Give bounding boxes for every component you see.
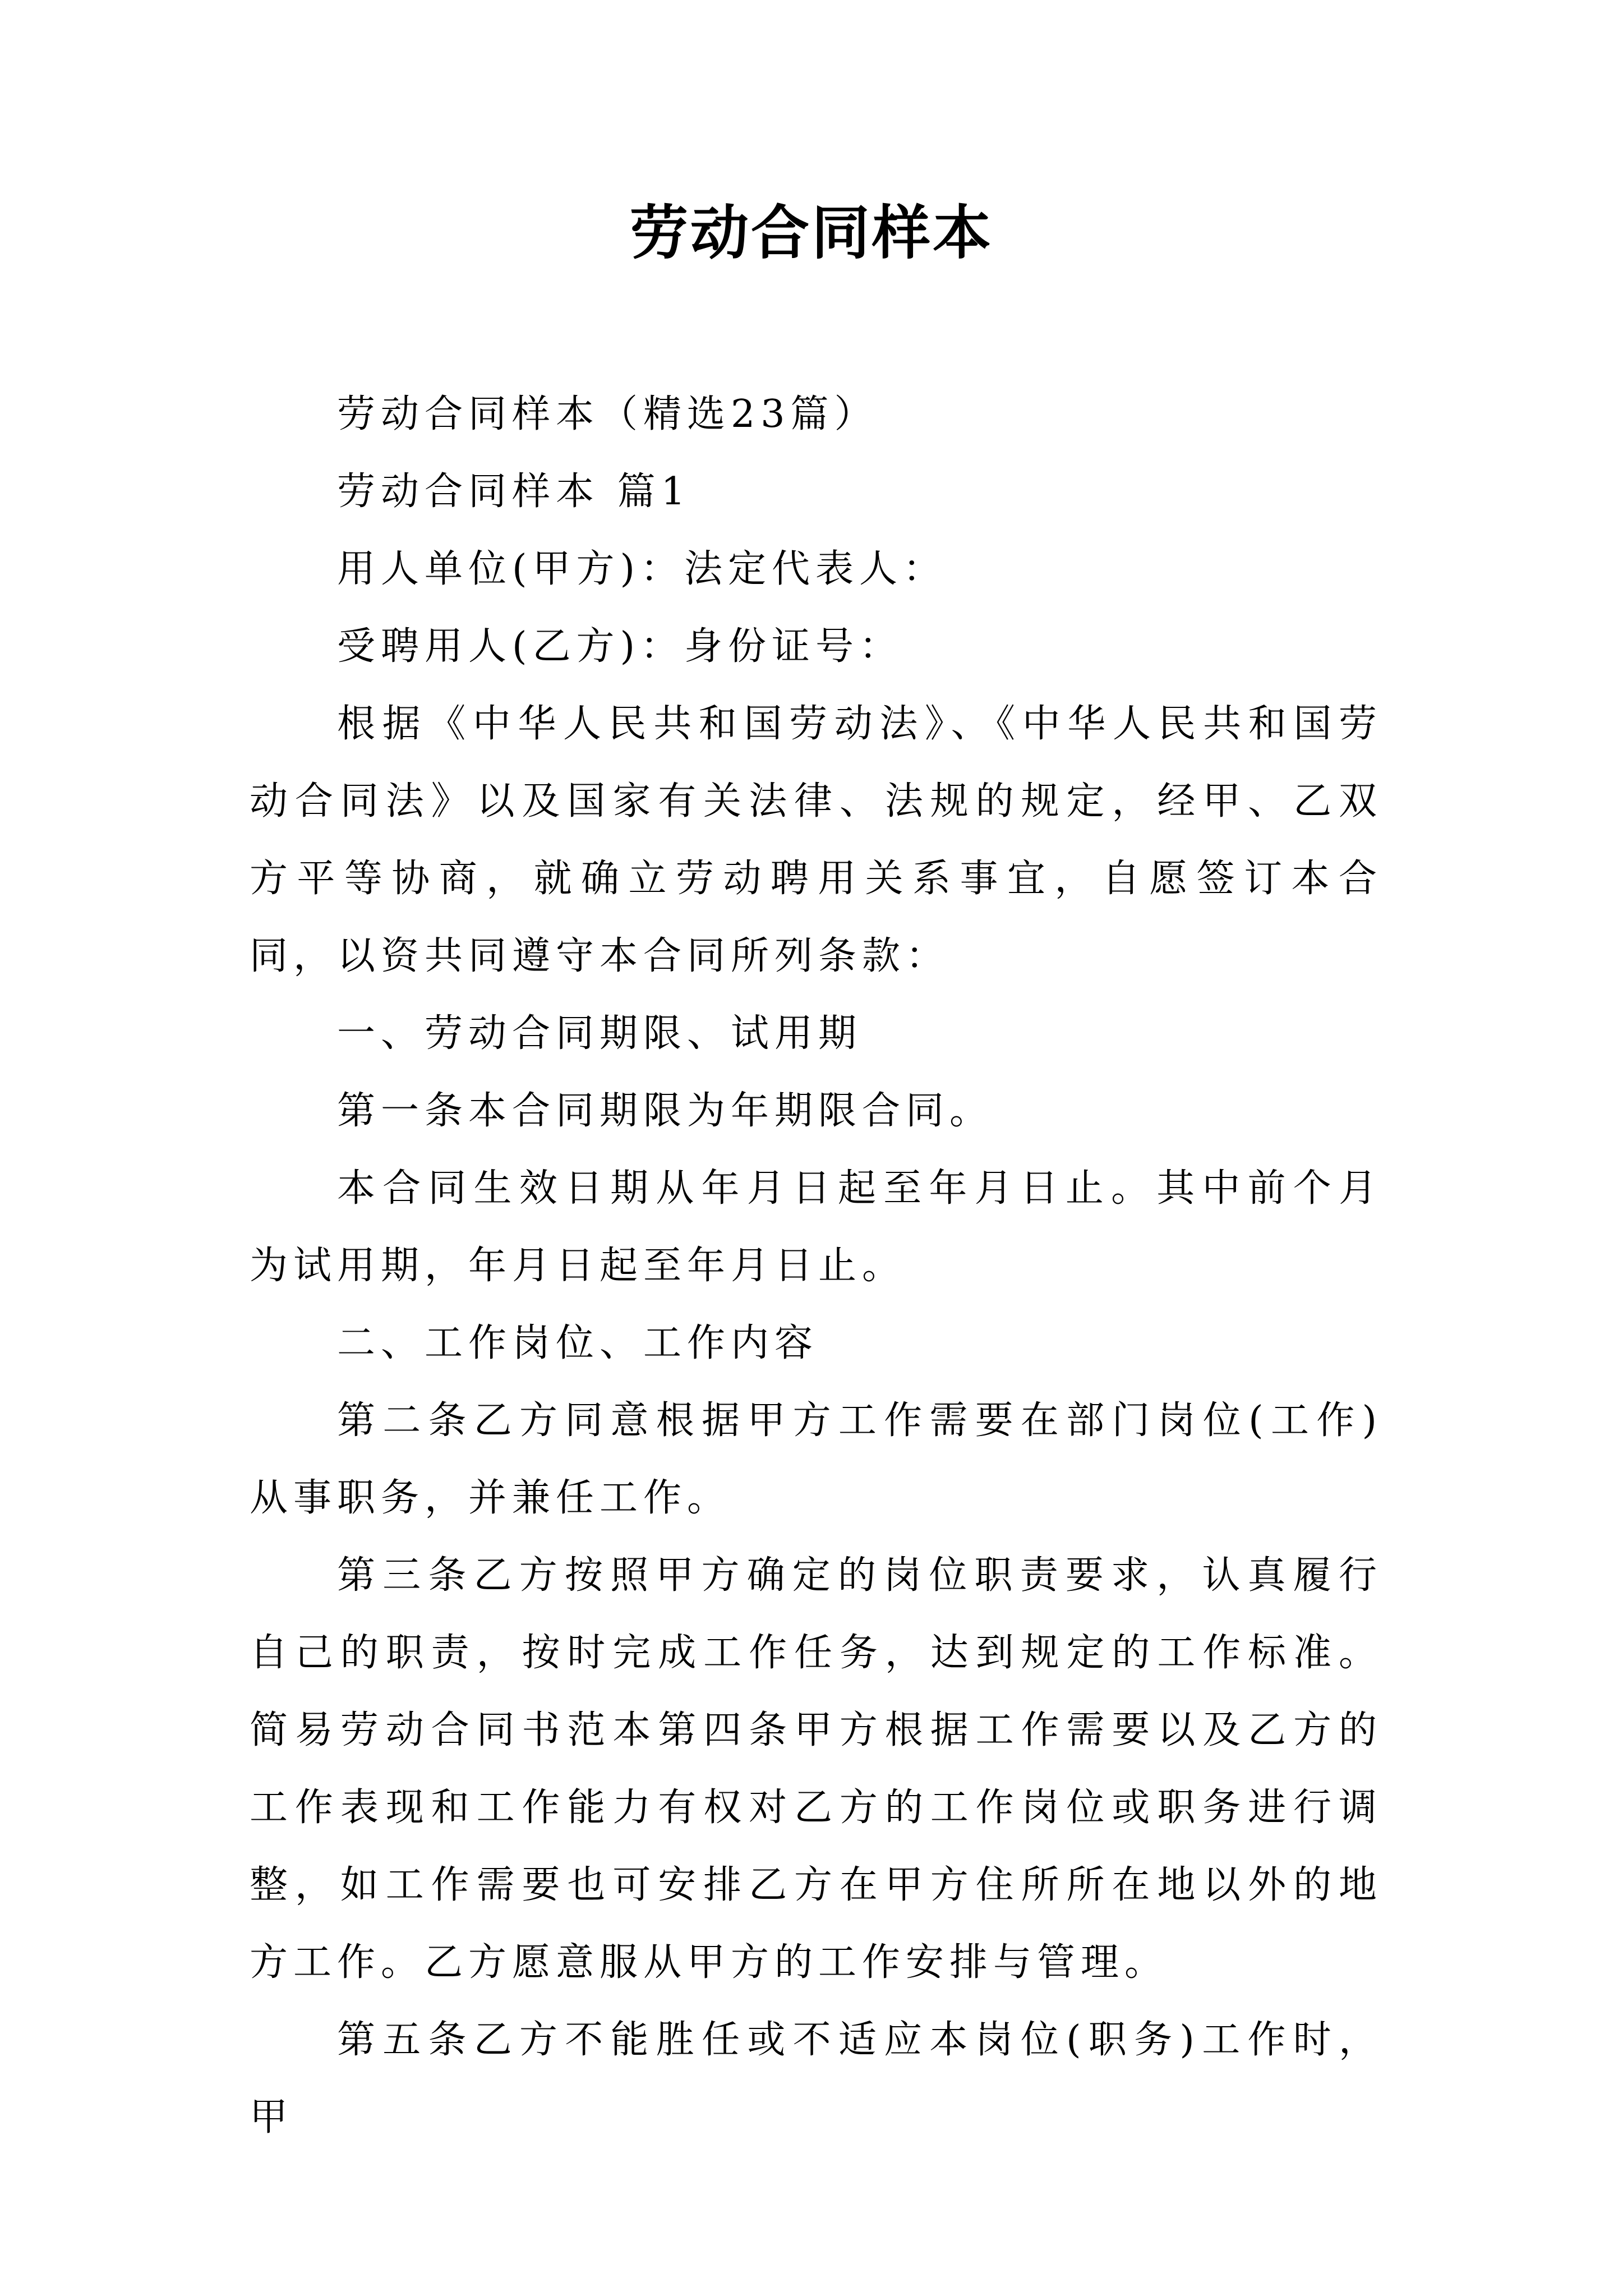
document-title: 劳动合同样本: [629, 199, 993, 267]
document-body: [250, 376, 1382, 2156]
paragraph-employer: 用人单位(甲方)：法定代表人：: [337, 547, 947, 591]
paragraph-preamble: 根据《中华人民共和国劳动法》、《中华人民共和国劳动合同法》以及国家有关法律、法规的规定，经甲、乙双方平等协商，就确立劳动聘用关系事宜，自愿签订本合同，以资共同遵守本合同所列条款：: [250, 702, 1382, 978]
paragraph-article-2: 第二条乙方同意根据甲方工作需要在部门岗位(工作)从事职务，并兼任工作。: [250, 1398, 1382, 1520]
paragraph-section-heading: 劳动合同样本 篇1: [337, 470, 691, 514]
paragraph-heading-term: 一、劳动合同期限、试用期: [337, 1011, 863, 1056]
paragraph-subtitle: 劳动合同样本（精选23篇）: [337, 392, 878, 436]
paragraph-effective-date: 本合同生效日期从年月日起至年月日止。其中前个月为试用期，年月日起至年月日止。: [250, 1166, 1382, 1288]
paragraph-employee: 受聘用人(乙方)：身份证号：: [337, 624, 903, 669]
paragraph-heading-position: 二、工作岗位、工作内容: [337, 1321, 819, 1365]
paragraph-article-5: 第五条乙方不能胜任或不适应本岗位(职务)工作时，甲: [250, 2018, 1382, 2139]
paragraph-article-3: 第三条乙方按照甲方确定的岗位职责要求，认真履行自己的职责，按时完成工作任务，达到规定的工作标准。简易劳动合同书范本第四条甲方根据工作需要以及乙方的工作表现和工作能力有权对乙方的工作岗位或职务进行调整，如工作需要也可安排乙方在甲方住所所在地以外的地方工作。乙方愿意服从甲方的工作安排与管理。: [250, 1553, 1382, 1985]
paragraph-article-1: 第一条本合同期限为年期限合同。: [337, 1089, 994, 1133]
